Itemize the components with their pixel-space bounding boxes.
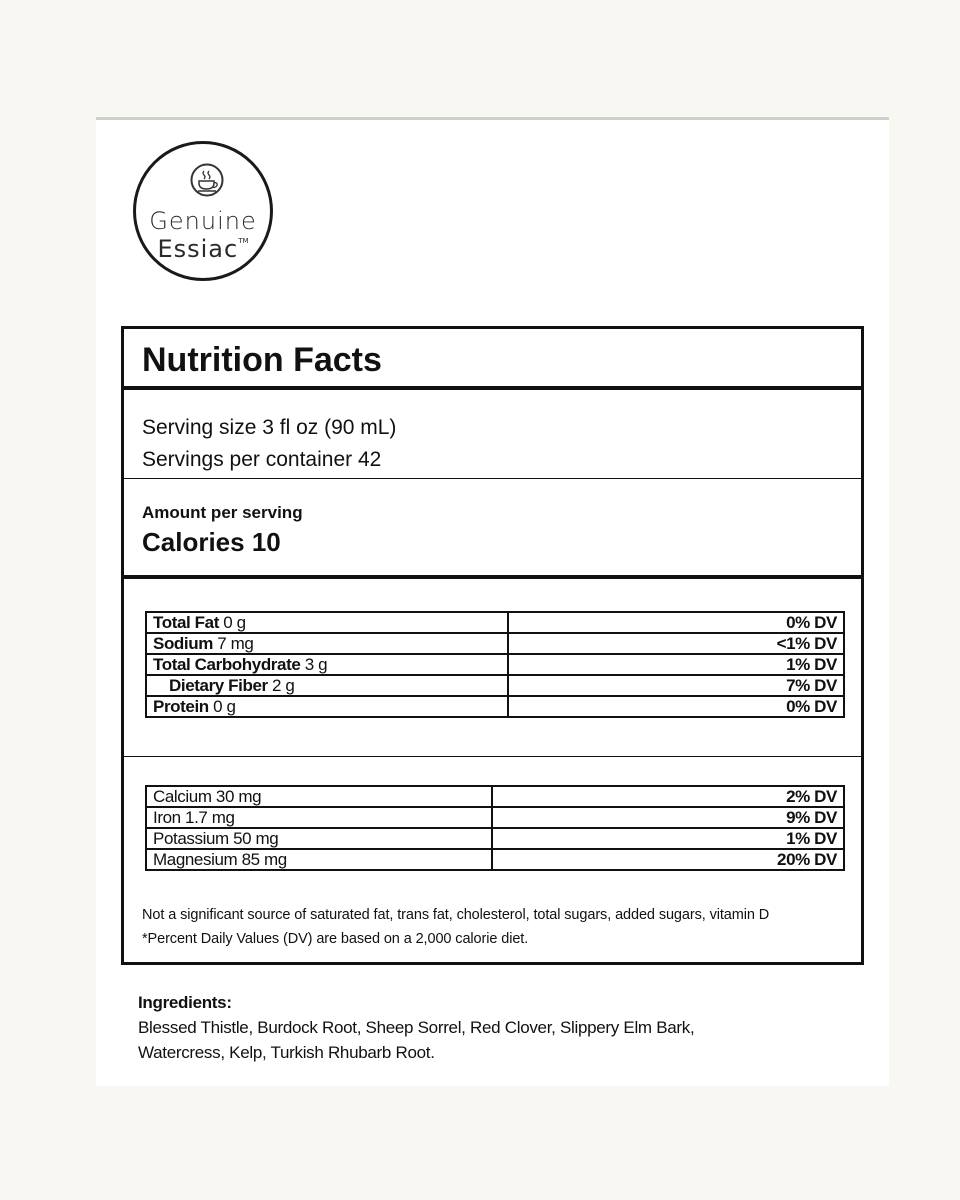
nutrient-name-cell: Total Carbohydrate 3 g xyxy=(146,654,508,675)
nutrient-name-cell: Dietary Fiber 2 g xyxy=(146,675,508,696)
table-row xyxy=(146,786,844,807)
calories: Calories 10 xyxy=(142,527,281,557)
daily-value-cell: 2% DV xyxy=(492,786,844,807)
ingredients-line-1: Blessed Thistle, Burdock Root, Sheep Sorrel, Red Clover, Slippery Elm Bark, xyxy=(138,1018,695,1037)
daily-value-cell: 7% DV xyxy=(508,675,844,696)
footnotes xyxy=(142,903,769,951)
table-row xyxy=(146,807,844,828)
mineral-name-cell: Calcium 30 mg xyxy=(146,786,492,807)
daily-value-cell: 9% DV xyxy=(492,807,844,828)
daily-value-cell: <1% DV xyxy=(508,633,844,654)
ingredients-title: Ingredients: xyxy=(138,993,232,1012)
nutrient-name-cell: Total Fat 0 g xyxy=(146,612,508,633)
divider xyxy=(124,386,861,390)
trademark-mark: TM xyxy=(238,237,249,245)
brand-name-line-1: Genuine xyxy=(149,207,257,235)
daily-value-note: *Percent Daily Values (DV) are based on a 2,000 calorie diet. xyxy=(142,931,529,947)
nutrients-table xyxy=(145,611,845,718)
table-row xyxy=(146,696,844,717)
mineral-name-cell: Iron 1.7 mg xyxy=(146,807,492,828)
serving-size: Serving size 3 fl oz (90 mL) xyxy=(142,416,397,439)
mineral-name-cell: Potassium 50 mg xyxy=(146,828,492,849)
daily-value-cell: 1% DV xyxy=(492,828,844,849)
daily-value-cell: 0% DV xyxy=(508,696,844,717)
product-sheet xyxy=(96,117,889,1086)
table-row xyxy=(146,828,844,849)
not-significant-note: Not a significant source of saturated fat, trans fat, cholesterol, total sugars, added sugars, vitamin D xyxy=(142,907,770,923)
brand-logo xyxy=(133,141,273,281)
daily-value-cell: 1% DV xyxy=(508,654,844,675)
table-row xyxy=(146,612,844,633)
nutrient-name-cell: Sodium 7 mg xyxy=(146,633,508,654)
amount-per-serving: Amount per serving xyxy=(142,503,303,522)
divider xyxy=(124,756,861,757)
serving-info xyxy=(142,412,396,476)
daily-value-cell: 20% DV xyxy=(492,849,844,870)
ingredients xyxy=(138,990,694,1065)
mineral-name-cell: Magnesium 85 mg xyxy=(146,849,492,870)
coffee-cup-icon xyxy=(190,163,224,197)
table-row xyxy=(146,654,844,675)
table-row xyxy=(146,633,844,654)
brand-name-line-2: Essiac™ xyxy=(157,235,249,263)
minerals-table xyxy=(145,785,845,871)
table-row xyxy=(146,849,844,870)
divider xyxy=(124,478,861,479)
nutrient-name-cell: Protein 0 g xyxy=(146,696,508,717)
ingredients-line-2: Watercress, Kelp, Turkish Rhubarb Root. xyxy=(138,1043,435,1062)
servings-per-container: Servings per container 42 xyxy=(142,448,382,471)
nutrition-facts-label xyxy=(121,326,864,965)
divider xyxy=(124,575,861,579)
table-row xyxy=(146,675,844,696)
label-title: Nutrition Facts xyxy=(142,341,382,379)
daily-value-cell: 0% DV xyxy=(508,612,844,633)
